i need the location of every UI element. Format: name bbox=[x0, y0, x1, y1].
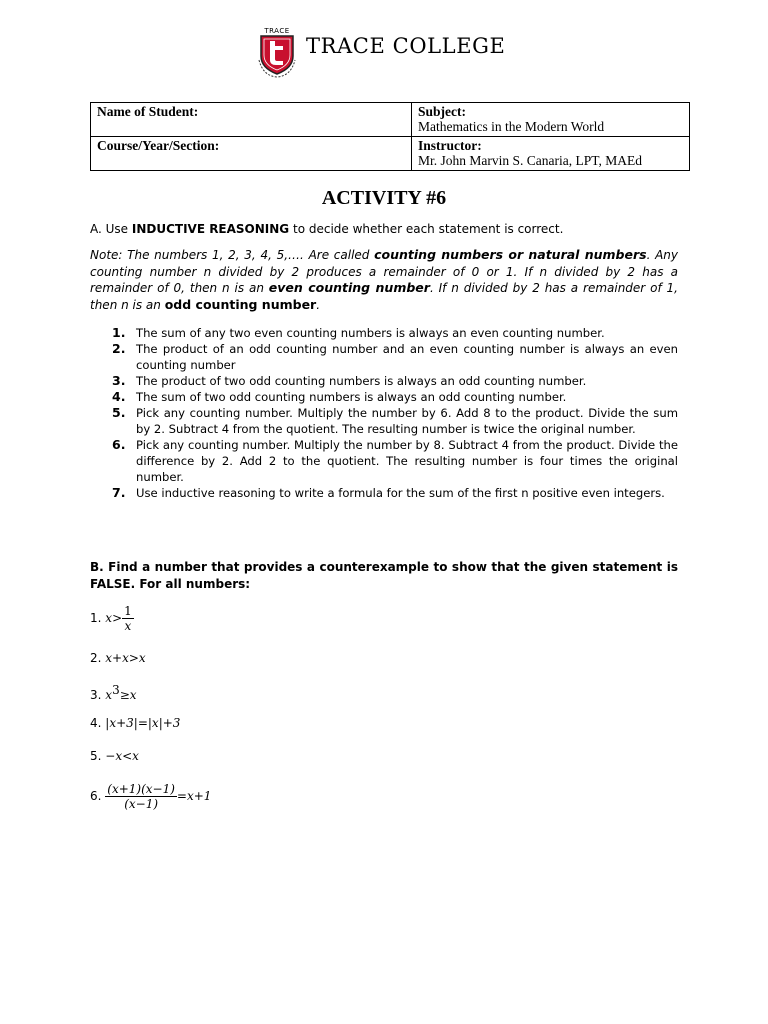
item-text: The sum of two odd counting numbers is always an odd counting number. bbox=[136, 390, 567, 404]
instructor-value: Mr. John Marvin S. Canaria, LPT, MAEd bbox=[418, 153, 642, 168]
college-logo-icon bbox=[255, 26, 299, 78]
note-text: . bbox=[316, 297, 321, 312]
note-text: . If n divided by 2 has a remainder of 1, then n is an bbox=[90, 281, 678, 312]
math-variable: x bbox=[105, 611, 113, 625]
name-of-student-cell bbox=[91, 103, 412, 137]
item-number: 7. bbox=[112, 485, 126, 500]
problem-4 bbox=[90, 716, 180, 730]
section-b-instruction: B. Find a number that provides a counterexample to show that the given statement is FALSE. For all numbers: bbox=[90, 560, 678, 591]
math-variable: x bbox=[105, 688, 113, 702]
math-expression: |x+3|=|x|+3 bbox=[105, 716, 181, 730]
page-title: ACTIVITY #6 bbox=[321, 187, 447, 209]
math-fraction bbox=[105, 782, 177, 811]
item-text: The product of two odd counting numbers is always an odd counting number. bbox=[136, 374, 587, 388]
math-operator: > bbox=[112, 611, 123, 625]
item-number: 5. bbox=[112, 405, 126, 420]
fraction-denominator: x bbox=[124, 619, 132, 633]
note-highlight-odd: odd counting number bbox=[164, 296, 317, 312]
table-row bbox=[91, 137, 690, 171]
item-number: 6. bbox=[112, 437, 126, 452]
math-expression: −x<x bbox=[105, 749, 139, 763]
math-expression: x+x>x bbox=[105, 651, 146, 665]
course-year-section-cell bbox=[91, 137, 412, 171]
problem-number: 6. bbox=[90, 789, 102, 803]
problem-number: 3. bbox=[90, 688, 102, 702]
section-a-prefix: A. Use bbox=[90, 222, 132, 236]
fraction-denominator: (x−1) bbox=[124, 797, 159, 811]
list-item bbox=[90, 485, 678, 501]
problem-number: 1. bbox=[90, 611, 102, 625]
instructor-cell bbox=[412, 137, 690, 171]
problem-3 bbox=[90, 683, 137, 702]
item-text: Pick any counting number. Multiply the number by 8. Subtract 4 from the product. Divide the difference by 2. Add 2 to the quotient. The resulting number is four times the original number. bbox=[136, 438, 678, 484]
college-name: TRACE COLLEGE bbox=[306, 34, 506, 58]
item-text: The product of an odd counting number and an even counting number is always an even counting number bbox=[136, 342, 678, 372]
list-item bbox=[90, 325, 678, 341]
item-text: The sum of any two even counting numbers is always an even counting number. bbox=[136, 326, 605, 340]
subject-value: Mathematics in the Modern World bbox=[418, 119, 605, 134]
list-item bbox=[90, 437, 678, 485]
subject-label: Subject: bbox=[418, 104, 466, 119]
item-number: 2. bbox=[112, 341, 126, 356]
note-text: . Any counting number n divided by 2 produces a remainder of 0 or 1. If n divided by 2 has a remainder of 0, then n is an bbox=[90, 248, 678, 295]
logo-text: TRACE bbox=[264, 27, 290, 35]
problem-number: 2. bbox=[90, 651, 102, 665]
name-of-student-label: Name of Student: bbox=[97, 104, 199, 119]
problem-2 bbox=[90, 651, 146, 665]
note-paragraph bbox=[90, 247, 678, 313]
statement-list bbox=[90, 325, 678, 501]
math-exponent: 3 bbox=[112, 683, 120, 697]
problem-number: 4. bbox=[90, 716, 102, 730]
note-highlight-even: even counting number bbox=[268, 280, 430, 295]
instructor-label: Instructor: bbox=[418, 138, 482, 153]
fraction-numerator: (x+1)(x−1) bbox=[107, 782, 175, 796]
list-item bbox=[90, 341, 678, 373]
subject-cell bbox=[412, 103, 690, 137]
item-text: Pick any counting number. Multiply the number by 6. Add 8 to the product. Divide the sum by 2. Subtract 4 from the quotient. The resulting number is twice the original number. bbox=[136, 406, 678, 436]
list-item bbox=[90, 389, 678, 405]
problem-5 bbox=[90, 749, 139, 763]
math-expression: ≥x bbox=[119, 688, 137, 702]
problem-number: 5. bbox=[90, 749, 102, 763]
course-year-section-label: Course/Year/Section: bbox=[97, 138, 220, 153]
student-info-table bbox=[90, 102, 690, 171]
item-number: 3. bbox=[112, 373, 126, 388]
fraction-numerator: 1 bbox=[124, 604, 132, 618]
item-number: 4. bbox=[112, 389, 126, 404]
item-number: 1. bbox=[112, 325, 126, 340]
note-highlight-natural-numbers: counting numbers or natural numbers bbox=[374, 247, 647, 262]
problem-6 bbox=[90, 782, 211, 811]
math-fraction bbox=[122, 604, 134, 633]
note-text: Note: The numbers 1, 2, 3, 4, 5,…. Are called bbox=[90, 248, 375, 262]
math-expression: =x+1 bbox=[176, 789, 212, 803]
section-a-instruction bbox=[90, 221, 678, 238]
table-row bbox=[91, 103, 690, 137]
section-a-emphasis: INDUCTIVE REASONING bbox=[131, 222, 290, 236]
section-a-suffix: to decide whether each statement is correct. bbox=[289, 222, 564, 236]
list-item bbox=[90, 405, 678, 437]
problem-1 bbox=[90, 604, 134, 633]
item-text: Use inductive reasoning to write a formula for the sum of the first n positive even integers. bbox=[136, 486, 665, 500]
header bbox=[0, 22, 768, 78]
list-item bbox=[90, 373, 678, 389]
